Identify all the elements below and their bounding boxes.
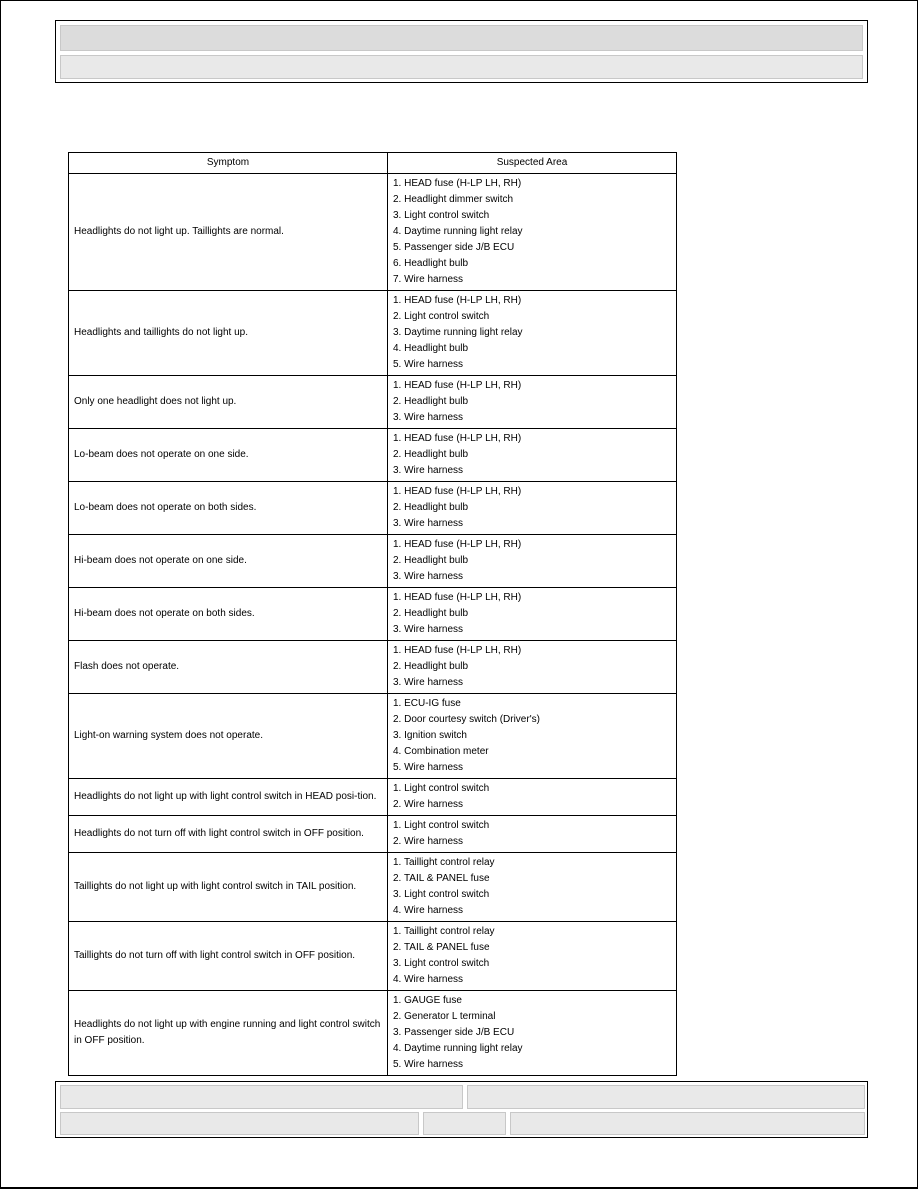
suspected-area-cell [388, 376, 677, 429]
suspected-area-cell [388, 991, 677, 1076]
suspected-area-item: 3. Ignition switch [393, 730, 467, 741]
suspected-area-list [393, 924, 671, 988]
suspected-area-list [393, 378, 671, 426]
table-row [69, 853, 677, 922]
symptom-cell: Headlights do not light up. Taillights are normal. [69, 174, 388, 291]
suspected-area-list [393, 993, 671, 1073]
table-row [69, 816, 677, 853]
suspected-area-list [393, 818, 671, 850]
table-row [69, 779, 677, 816]
suspected-area-cell [388, 588, 677, 641]
suspected-area-item: 2. Headlight bulb [393, 502, 469, 513]
suspected-area-item: 1. HEAD fuse (H-LP LH, RH) [393, 592, 522, 603]
suspected-area-item: 3. Wire harness [393, 465, 464, 476]
table-row [69, 174, 677, 291]
suspected-area-list [393, 293, 671, 373]
suspected-area-item: 2. Wire harness [393, 799, 464, 810]
suspected-area-item: 3. Wire harness [393, 518, 464, 529]
header-title-bar [60, 25, 863, 51]
suspected-area-item: 3. Wire harness [393, 571, 464, 582]
suspected-area-item: 1. GAUGE fuse [393, 995, 462, 1006]
symptom-cell: Headlights and taillights do not light up. [69, 291, 388, 376]
suspected-area-item: 1. HEAD fuse (H-LP LH, RH) [393, 433, 522, 444]
suspected-area-list [393, 590, 671, 638]
suspected-area-list [393, 696, 671, 776]
table-row [69, 291, 677, 376]
suspected-area-list [393, 537, 671, 585]
footer-cell-right [467, 1085, 865, 1109]
suspected-area-item: 3. Daytime running light relay [393, 327, 523, 338]
table-row [69, 991, 677, 1076]
suspected-area-item: 2. Headlight bulb [393, 449, 469, 460]
suspected-area-cell [388, 641, 677, 694]
suspected-area-cell [388, 779, 677, 816]
page-header [55, 20, 868, 83]
suspected-area-item: 2. Headlight bulb [393, 555, 469, 566]
suspected-area-cell [388, 694, 677, 779]
suspected-area-cell [388, 291, 677, 376]
suspected-area-item: 1. Taillight control relay [393, 926, 495, 937]
suspected-area-item: 2. Wire harness [393, 836, 464, 847]
suspected-area-item: 1. HEAD fuse (H-LP LH, RH) [393, 539, 522, 550]
suspected-area-item: 3. Wire harness [393, 412, 464, 423]
footer-cell-bottom-left [60, 1112, 419, 1135]
suspected-area-item: 4. Wire harness [393, 974, 464, 985]
footer-cell-bottom-middle [423, 1112, 506, 1135]
table-row [69, 588, 677, 641]
suspected-area-list [393, 176, 671, 288]
footer-cell-bottom-right [510, 1112, 865, 1135]
suspected-area-item: 2. Generator L terminal [393, 1011, 496, 1022]
suspected-area-item: 3. Wire harness [393, 677, 464, 688]
suspected-area-list [393, 781, 671, 813]
suspected-area-item: 3. Light control switch [393, 210, 490, 221]
header-subtitle-bar [60, 55, 863, 79]
table-row [69, 429, 677, 482]
symptom-cell: Headlights do not light up with light control switch in HEAD posi-tion. [69, 779, 388, 816]
suspected-area-list [393, 855, 671, 919]
suspected-area-item: 3. Passenger side J/B ECU [393, 1027, 515, 1038]
symptom-cell: Hi-beam does not operate on one side. [69, 535, 388, 588]
suspected-area-cell [388, 429, 677, 482]
suspected-area-item: 7. Wire harness [393, 274, 464, 285]
table-row [69, 922, 677, 991]
suspected-area-item: 2. Headlight bulb [393, 661, 469, 672]
suspected-area-item: 4. Combination meter [393, 746, 489, 757]
symptom-cell: Only one headlight does not light up. [69, 376, 388, 429]
suspected-area-item: 2. Headlight bulb [393, 396, 469, 407]
suspected-area-item: 1. HEAD fuse (H-LP LH, RH) [393, 645, 522, 656]
suspected-area-item: 2. Door courtesy switch (Driver's) [393, 714, 540, 725]
symptom-cell: Flash does not operate. [69, 641, 388, 694]
table-row [69, 535, 677, 588]
table-row [69, 482, 677, 535]
suspected-area-cell [388, 174, 677, 291]
symptom-cell: Lo-beam does not operate on both sides. [69, 482, 388, 535]
suspected-area-item: 4. Daytime running light relay [393, 1043, 523, 1054]
suspected-area-cell [388, 482, 677, 535]
suspected-area-item: 2. TAIL & PANEL fuse [393, 873, 490, 884]
suspected-area-item: 3. Light control switch [393, 889, 490, 900]
suspected-area-item: 2. TAIL & PANEL fuse [393, 942, 490, 953]
page-footer [55, 1081, 868, 1138]
suspected-area-item: 3. Wire harness [393, 624, 464, 635]
suspected-area-item: 5. Wire harness [393, 1059, 464, 1070]
suspected-area-list [393, 431, 671, 479]
suspected-area-list [393, 643, 671, 691]
suspected-area-cell [388, 535, 677, 588]
symptom-column-header: Symptom [69, 153, 388, 174]
suspected-area-cell [388, 816, 677, 853]
symptom-cell: Headlights do not light up with engine running and light control switch in OFF position. [69, 991, 388, 1076]
suspected-area-item: 1. Light control switch [393, 820, 490, 831]
suspected-area-item: 1. Light control switch [393, 783, 490, 794]
suspected-area-item: 5. Wire harness [393, 762, 464, 773]
suspected-area-item: 1. HEAD fuse (H-LP LH, RH) [393, 486, 522, 497]
suspected-area-item: 4. Wire harness [393, 905, 464, 916]
symptom-cell: Taillights do not turn off with light control switch in OFF position. [69, 922, 388, 991]
table-row [69, 694, 677, 779]
suspected-area-list [393, 484, 671, 532]
suspected-area-item: 2. Headlight dimmer switch [393, 194, 514, 205]
suspected-area-item: 5. Passenger side J/B ECU [393, 242, 515, 253]
symptom-cell: Lo-beam does not operate on one side. [69, 429, 388, 482]
footer-cell-left [60, 1085, 463, 1109]
table-body [69, 174, 677, 1076]
symptom-cell: Light-on warning system does not operate. [69, 694, 388, 779]
symptom-cell: Hi-beam does not operate on both sides. [69, 588, 388, 641]
suspected-area-item: 4. Daytime running light relay [393, 226, 523, 237]
table-header-row [69, 153, 677, 174]
table-row [69, 641, 677, 694]
table-row [69, 376, 677, 429]
symptom-table [68, 152, 677, 1076]
suspected-area-column-header: Suspected Area [388, 153, 677, 174]
suspected-area-item: 1. Taillight control relay [393, 857, 495, 868]
suspected-area-item: 5. Wire harness [393, 359, 464, 370]
symptom-cell: Headlights do not turn off with light control switch in OFF position. [69, 816, 388, 853]
suspected-area-item: 2. Light control switch [393, 311, 490, 322]
suspected-area-item: 4. Headlight bulb [393, 343, 469, 354]
suspected-area-cell [388, 922, 677, 991]
suspected-area-item: 3. Light control switch [393, 958, 490, 969]
suspected-area-item: 1. HEAD fuse (H-LP LH, RH) [393, 295, 522, 306]
suspected-area-item: 1. ECU-IG fuse [393, 698, 461, 709]
symptom-cell: Taillights do not light up with light control switch in TAIL position. [69, 853, 388, 922]
suspected-area-cell [388, 853, 677, 922]
suspected-area-item: 6. Headlight bulb [393, 258, 469, 269]
suspected-area-item: 2. Headlight bulb [393, 608, 469, 619]
suspected-area-item: 1. HEAD fuse (H-LP LH, RH) [393, 178, 522, 189]
suspected-area-item: 1. HEAD fuse (H-LP LH, RH) [393, 380, 522, 391]
